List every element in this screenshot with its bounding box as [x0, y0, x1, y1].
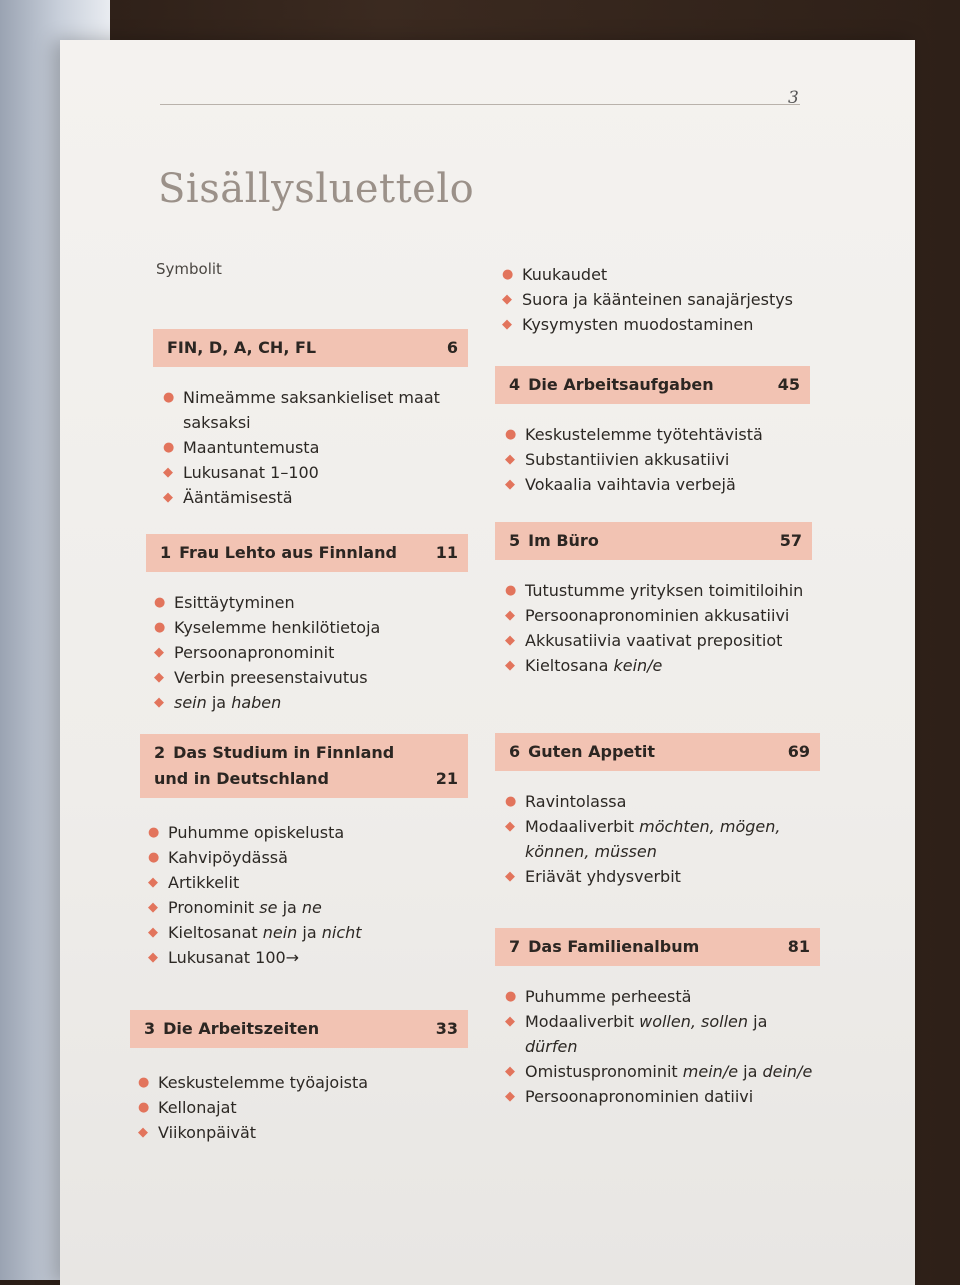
list-item — [503, 1009, 820, 1059]
bullet-diamond-icon: ◆ — [505, 608, 515, 623]
bullet-diamond-icon: ◆ — [505, 1064, 515, 1079]
bullet-diamond-icon: ◆ — [148, 950, 158, 965]
bullet-diamond-icon: ◆ — [505, 452, 515, 467]
list-item — [152, 590, 468, 615]
item-text: Suora ja käänteinen sanajärjestys — [522, 290, 794, 309]
list-item — [500, 287, 830, 312]
bullet-diamond-icon: ◆ — [505, 477, 515, 492]
list-item — [146, 845, 468, 870]
section-number: 7 — [509, 937, 521, 956]
list-item — [152, 615, 468, 640]
item-text: Lukusanat 1–100 — [183, 463, 319, 482]
item-text: Puhumme perheestä — [525, 987, 692, 1006]
item-text: Viikonpäivät — [158, 1123, 257, 1142]
section-number: 1 — [160, 543, 172, 562]
header-rule — [160, 104, 800, 105]
bullet-diamond-icon: ◆ — [148, 900, 158, 915]
section-title: Die Arbeitsaufgaben — [528, 375, 714, 394]
item-text: ne — [301, 898, 322, 917]
section-header[interactable] — [495, 522, 812, 560]
section-page-number: 57 — [779, 531, 802, 550]
bullet-dot-icon: ● — [138, 1100, 150, 1115]
item-text: Keskustelemme työtehtävistä — [525, 425, 763, 444]
bullet-diamond-icon: ◆ — [148, 925, 158, 940]
item-text: Persoonapronominien akkusatiivi — [525, 606, 790, 625]
section-number: 2 — [154, 743, 166, 762]
intro-items — [500, 262, 830, 337]
section-4 — [495, 366, 810, 497]
section-2 — [140, 734, 468, 970]
bullet-diamond-icon: ◆ — [163, 490, 173, 505]
section-title: Das Familienalbum — [528, 937, 700, 956]
item-text: ja — [297, 923, 322, 942]
list-item — [146, 945, 468, 970]
item-text: dürfen — [525, 1037, 578, 1056]
item-text: Akkusatiivia vaativat prepositiot — [525, 631, 783, 650]
book-page — [60, 40, 915, 1285]
item-text: Kysymysten muodostaminen — [522, 315, 754, 334]
bullet-diamond-icon: ◆ — [154, 670, 164, 685]
item-text: Kieltosanat — [168, 923, 263, 942]
bullet-diamond-icon: ◆ — [505, 658, 515, 673]
item-text: Verbin preesenstaivutus — [174, 668, 368, 687]
section-1 — [146, 534, 468, 715]
section-title: Die Arbeitszeiten — [163, 1019, 320, 1038]
list-item — [152, 690, 468, 715]
item-text: Tutustumme yrityksen toimitiloihin — [525, 581, 804, 600]
item-text: Kieltosana — [525, 656, 614, 675]
item-text: ja — [738, 1062, 763, 1081]
section-header[interactable] — [130, 1010, 468, 1048]
list-item — [503, 814, 820, 864]
list-item — [503, 628, 812, 653]
list-item — [500, 312, 830, 337]
list-item — [136, 1120, 468, 1145]
section-header[interactable] — [495, 733, 820, 771]
item-text: Keskustelemme työajoista — [158, 1073, 369, 1092]
item-text: nicht — [321, 923, 362, 942]
item-text: Kyselemme henkilötietoja — [174, 618, 381, 637]
list-item — [161, 460, 468, 485]
item-text: Maantuntemusta — [183, 438, 320, 457]
item-text: Esittäytyminen — [174, 593, 295, 612]
bullet-dot-icon: ● — [502, 267, 514, 282]
section-items — [495, 422, 810, 497]
list-item — [503, 984, 820, 1009]
list-item — [146, 920, 468, 945]
item-text: Substantiivien akkusatiivi — [525, 450, 730, 469]
section-5 — [495, 522, 812, 678]
list-item — [161, 385, 468, 435]
section-number: 4 — [509, 375, 521, 394]
list-item — [503, 578, 812, 603]
item-text: Nimeämme saksankieliset maat saksaksi — [183, 388, 440, 432]
section-header[interactable] — [153, 329, 468, 367]
list-item — [161, 435, 468, 460]
section-3 — [130, 1010, 468, 1145]
item-text: Kuukaudet — [522, 265, 608, 284]
section-items — [153, 385, 468, 510]
item-text: se — [259, 898, 278, 917]
list-item — [146, 895, 468, 920]
bullet-diamond-icon: ◆ — [148, 875, 158, 890]
item-text: haben — [231, 693, 282, 712]
item-text: Omistuspronominit — [525, 1062, 683, 1081]
bullet-dot-icon: ● — [505, 794, 517, 809]
page-number: 3 — [788, 88, 799, 108]
list-item — [503, 653, 812, 678]
symbols-label: Symbolit — [156, 260, 222, 278]
item-text: wollen, sollen — [639, 1012, 749, 1031]
bullet-diamond-icon: ◆ — [505, 1089, 515, 1104]
intro-list — [500, 262, 830, 337]
list-item — [503, 472, 810, 497]
section-number: 5 — [509, 531, 521, 550]
bullet-dot-icon: ● — [148, 850, 160, 865]
bullet-diamond-icon: ◆ — [154, 645, 164, 660]
section-number: 6 — [509, 742, 521, 761]
section-items — [140, 820, 468, 970]
bullet-diamond-icon: ◆ — [154, 695, 164, 710]
list-item — [500, 262, 830, 287]
section-title: Frau Lehto aus Finnland — [179, 543, 397, 562]
bullet-diamond-icon: ◆ — [502, 317, 512, 332]
bullet-diamond-icon: ◆ — [163, 465, 173, 480]
bullet-dot-icon: ● — [505, 583, 517, 598]
section-page-number: 33 — [435, 1019, 458, 1038]
bullet-dot-icon: ● — [138, 1075, 150, 1090]
section-page-number: 6 — [446, 338, 458, 357]
bullet-diamond-icon: ◆ — [505, 819, 515, 834]
section-page-number: 69 — [787, 742, 810, 761]
section-header[interactable] — [495, 366, 810, 404]
section-header[interactable] — [495, 928, 820, 966]
bullet-dot-icon: ● — [148, 825, 160, 840]
item-text: mein/e — [682, 1062, 739, 1081]
list-item — [503, 447, 810, 472]
list-item — [161, 485, 468, 510]
list-item — [503, 789, 820, 814]
section-page-number: 45 — [777, 375, 800, 394]
item-text: nein — [262, 923, 298, 942]
item-text: ja — [748, 1012, 768, 1031]
list-item — [146, 870, 468, 895]
bullet-dot-icon: ● — [505, 989, 517, 1004]
list-item — [152, 665, 468, 690]
section-number: 3 — [144, 1019, 156, 1038]
item-text: Ääntämisestä — [183, 488, 293, 507]
list-item — [136, 1070, 468, 1095]
bullet-dot-icon: ● — [163, 440, 175, 455]
item-text: sein — [174, 693, 207, 712]
bullet-diamond-icon: ◆ — [505, 1014, 515, 1029]
bullet-dot-icon: ● — [154, 620, 166, 635]
section-items — [146, 590, 468, 715]
section-page-number: 21 — [435, 769, 458, 788]
item-text: ja — [206, 693, 232, 712]
item-text: Modaaliverbit — [525, 817, 640, 836]
bullet-dot-icon: ● — [505, 427, 517, 442]
item-text: Kahvipöydässä — [168, 848, 288, 867]
list-item — [503, 1084, 820, 1109]
item-text: kein/e — [613, 656, 663, 675]
item-text: dein/e — [762, 1062, 813, 1081]
section-items — [495, 578, 812, 678]
section-items — [130, 1070, 468, 1145]
item-text: Puhumme opiskelusta — [168, 823, 345, 842]
section-items — [495, 789, 820, 889]
bullet-diamond-icon: ◆ — [502, 292, 512, 307]
item-text: Ravintolassa — [525, 792, 627, 811]
section-items — [495, 984, 820, 1109]
list-item — [152, 640, 468, 665]
list-item — [146, 820, 468, 845]
item-text: Lukusanat 100→ — [168, 948, 300, 967]
section-fin — [153, 329, 468, 510]
section-page-number: 11 — [435, 543, 458, 562]
item-text: Artikkelit — [168, 873, 240, 892]
bullet-diamond-icon: ◆ — [505, 633, 515, 648]
section-title: Guten Appetit — [528, 742, 656, 761]
bullet-diamond-icon: ◆ — [138, 1125, 148, 1140]
item-text: Persoonapronominit — [174, 643, 335, 662]
section-7 — [495, 928, 820, 1109]
bullet-diamond-icon: ◆ — [505, 869, 515, 884]
section-header[interactable] — [140, 734, 468, 798]
item-text: ja — [277, 898, 302, 917]
section-page-number: 81 — [787, 937, 810, 956]
list-item — [136, 1095, 468, 1120]
bullet-dot-icon: ● — [154, 595, 166, 610]
item-text: möchten, mögen, können, müssen — [525, 817, 781, 861]
item-text: Modaaliverbit — [525, 1012, 640, 1031]
list-item — [503, 864, 820, 889]
section-title: FIN, D, A, CH, FL — [167, 338, 317, 357]
item-text: Vokaalia vaihtavia verbejä — [525, 475, 736, 494]
section-title: Das Studium in Finnland und in Deutschland — [154, 743, 395, 788]
section-header[interactable] — [146, 534, 468, 572]
section-6 — [495, 733, 820, 889]
bullet-dot-icon: ● — [163, 390, 175, 405]
section-title: Im Büro — [528, 531, 599, 550]
item-text: Pronominit — [168, 898, 260, 917]
list-item — [503, 603, 812, 628]
list-item — [503, 422, 810, 447]
page-title: Sisällysluettelo — [158, 166, 475, 212]
item-text: Eriävät yhdysverbit — [525, 867, 681, 886]
item-text: Kellonajat — [158, 1098, 237, 1117]
item-text: Persoonapronominien datiivi — [525, 1087, 754, 1106]
list-item — [503, 1059, 820, 1084]
